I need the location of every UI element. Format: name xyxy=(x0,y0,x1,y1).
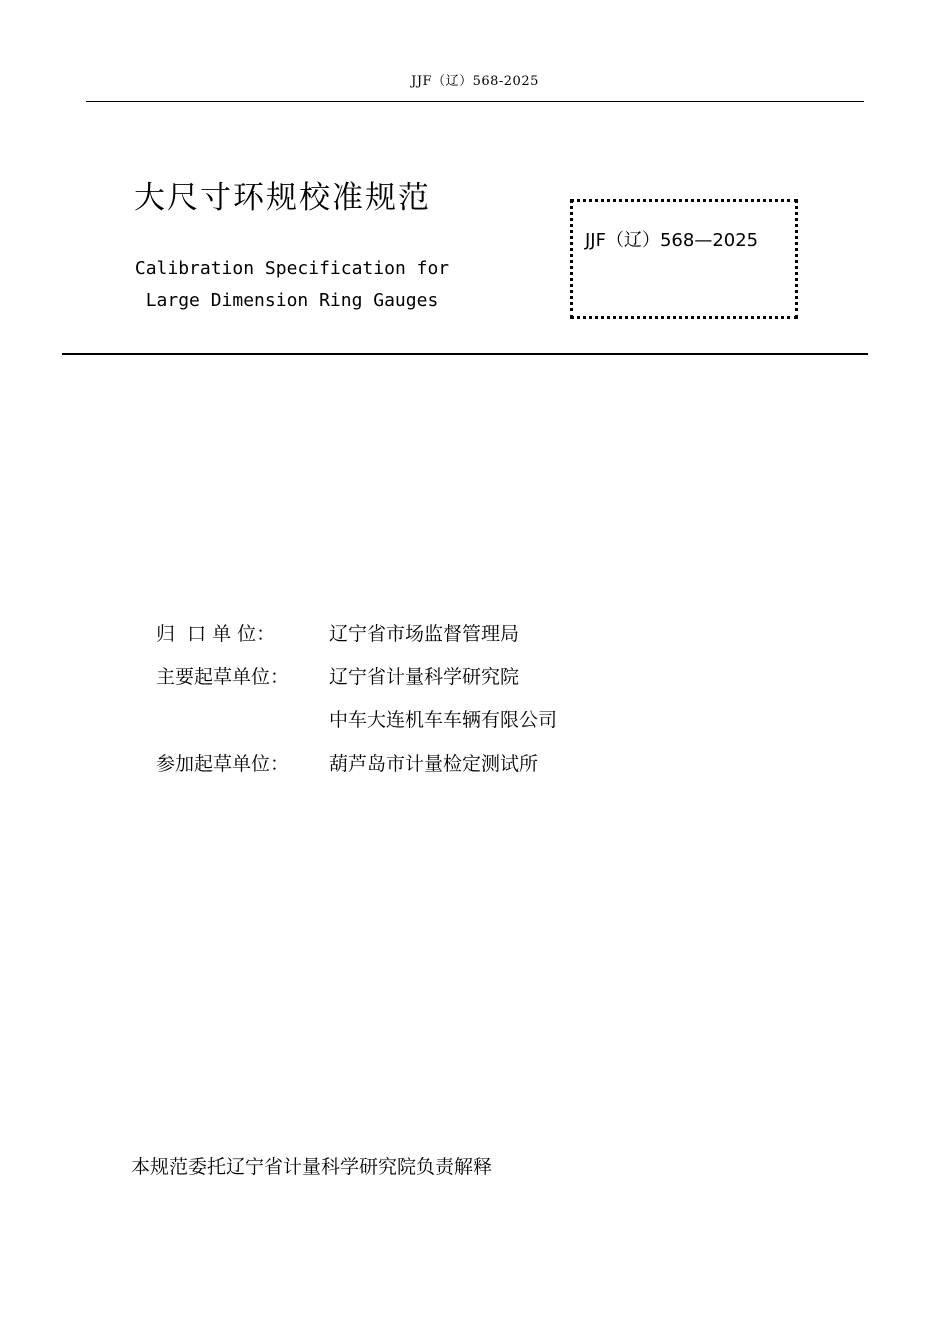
main-drafter-label: 主要起草单位： xyxy=(156,666,290,688)
interpretation-note: 本规范委托辽宁省计量科学研究院负责解释 xyxy=(131,1156,493,1178)
participating-drafter-value: 葫芦岛市计量检定测试所 xyxy=(329,753,539,775)
document-title-english xyxy=(100,253,484,317)
specification-code: JJF（辽）568—2025 xyxy=(585,230,759,251)
header-divider xyxy=(86,101,864,102)
title-divider xyxy=(62,353,868,355)
main-drafter-value-1: 辽宁省计量科学研究院 xyxy=(329,666,520,688)
document-title-chinese: 大尺寸环规校准规范 xyxy=(134,180,431,216)
specification-code-box xyxy=(570,199,798,319)
english-title-line-1: Calibration Specification for xyxy=(134,258,450,279)
main-drafter-value-2: 中车大连机车车辆有限公司 xyxy=(329,709,558,731)
english-title-line-2: Large Dimension Ring Gauges xyxy=(145,290,439,311)
participating-drafter-label: 参加起草单位： xyxy=(156,753,290,775)
authority-value: 辽宁省市场监督管理局 xyxy=(329,623,520,645)
document-code-header: JJF（辽）568-2025 xyxy=(411,74,539,89)
authority-label: 归 口 单 位： xyxy=(156,623,276,645)
